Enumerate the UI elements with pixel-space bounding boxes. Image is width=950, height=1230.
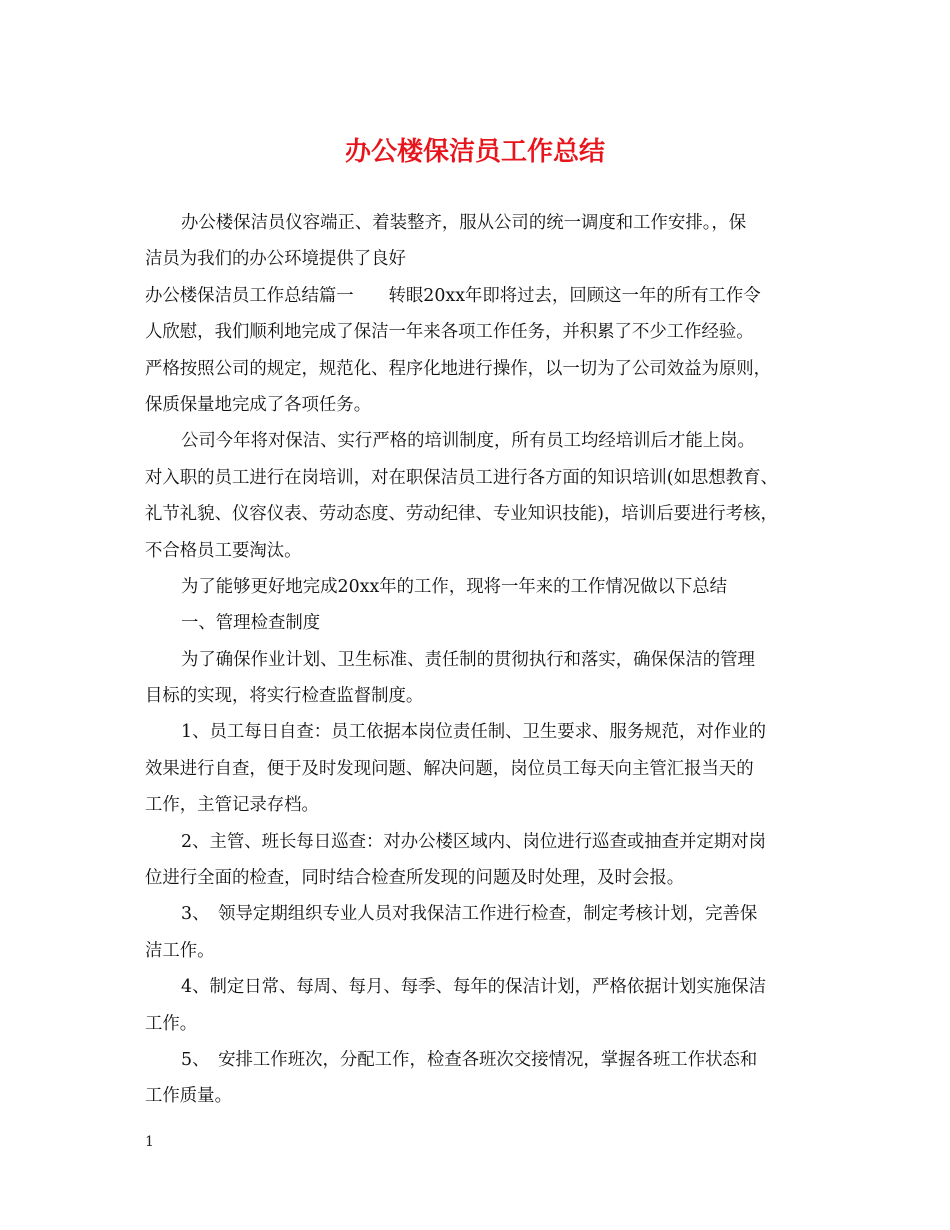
paragraph-line: 2、主管、班长每日巡查：对办公楼区域内、岗位进行巡查或抽查并定期对岗 (181, 831, 766, 852)
paragraph-line: 洁员为我们的办公环境提供了良好 (145, 249, 406, 270)
paragraph-line: 人欣慰，我们顺利地完成了保洁一年来各项工作任务，并积累了不少工作经验。 (145, 322, 754, 343)
paragraph-line: 3、 领导定期组织专业人员对我保洁工作进行检查，制定考核计划，完善保 (181, 904, 758, 925)
paragraph-line: 工作，主管记录存档。 (145, 795, 319, 816)
paragraph-line: 为了能够更好地完成20xx年的工作，现将一年来的工作情况做以下总结 (181, 576, 728, 597)
paragraph-line: 保质保量地完成了各项任务。 (145, 394, 372, 415)
paragraph-line: 目标的实现，将实行检查监督制度。 (145, 686, 424, 707)
paragraph-line: 对入职的员工进行在岗培训，对在职保洁员工进行各方面的知识培训(如思想教育、 (145, 467, 778, 488)
paragraph-line: 严格按照公司的规定，规范化、程序化地进行操作，以一切为了公司效益为原则， (145, 358, 772, 379)
paragraph-line: 5、 安排工作班次，分配工作，检查各班次交接情况，掌握各班工作状态和 (181, 1049, 758, 1070)
paragraph-line: 工作。 (145, 1013, 198, 1034)
paragraph-line: 位进行全面的检查，同时结合检查所发现的问题及时处理，及时会报。 (145, 868, 685, 889)
paragraph-line: 洁工作。 (145, 940, 215, 961)
paragraph-line: 1、员工每日自查：员工依据本岗位责任制、卫生要求、服务规范，对作业的 (181, 722, 766, 743)
section-heading: 一、管理检查制度 (181, 613, 321, 634)
document-body (145, 205, 815, 1115)
paragraph-line: 办公楼保洁员工作总结篇一 转眼20xx年即将过去，回顾这一年的所有工作令 (145, 285, 761, 306)
paragraph-line: 公司今年将对保洁、实行严格的培训制度，所有员工均经培训后才能上岗。 (181, 431, 755, 452)
paragraph-line: 为了确保作业计划、卫生标准、责任制的贯彻执行和落实，确保保洁的管理 (181, 649, 755, 670)
page-number: 1 (145, 1134, 154, 1150)
paragraph-line: 工作质量。 (145, 1086, 232, 1107)
document-title: 办公楼保洁员工作总结 (344, 137, 605, 167)
paragraph-line: 不合格员工要淘汰。 (145, 540, 302, 561)
paragraph-line: 礼节礼貌、仪容仪表、劳动态度、劳动纪律、专业知识技能)，培训后要进行考核， (145, 504, 778, 525)
paragraph-line: 4、制定日常、每周、每月、每季、每年的保洁计划，严格依据计划实施保洁 (181, 977, 766, 998)
paragraph-line: 效果进行自查，便于及时发现问题、解决问题，岗位员工每天向主管汇报当天的 (145, 758, 754, 779)
paragraph-line: 办公楼保洁员仪容端正、着装整齐，服从公司的统一调度和工作安排。，保 (181, 213, 747, 233)
